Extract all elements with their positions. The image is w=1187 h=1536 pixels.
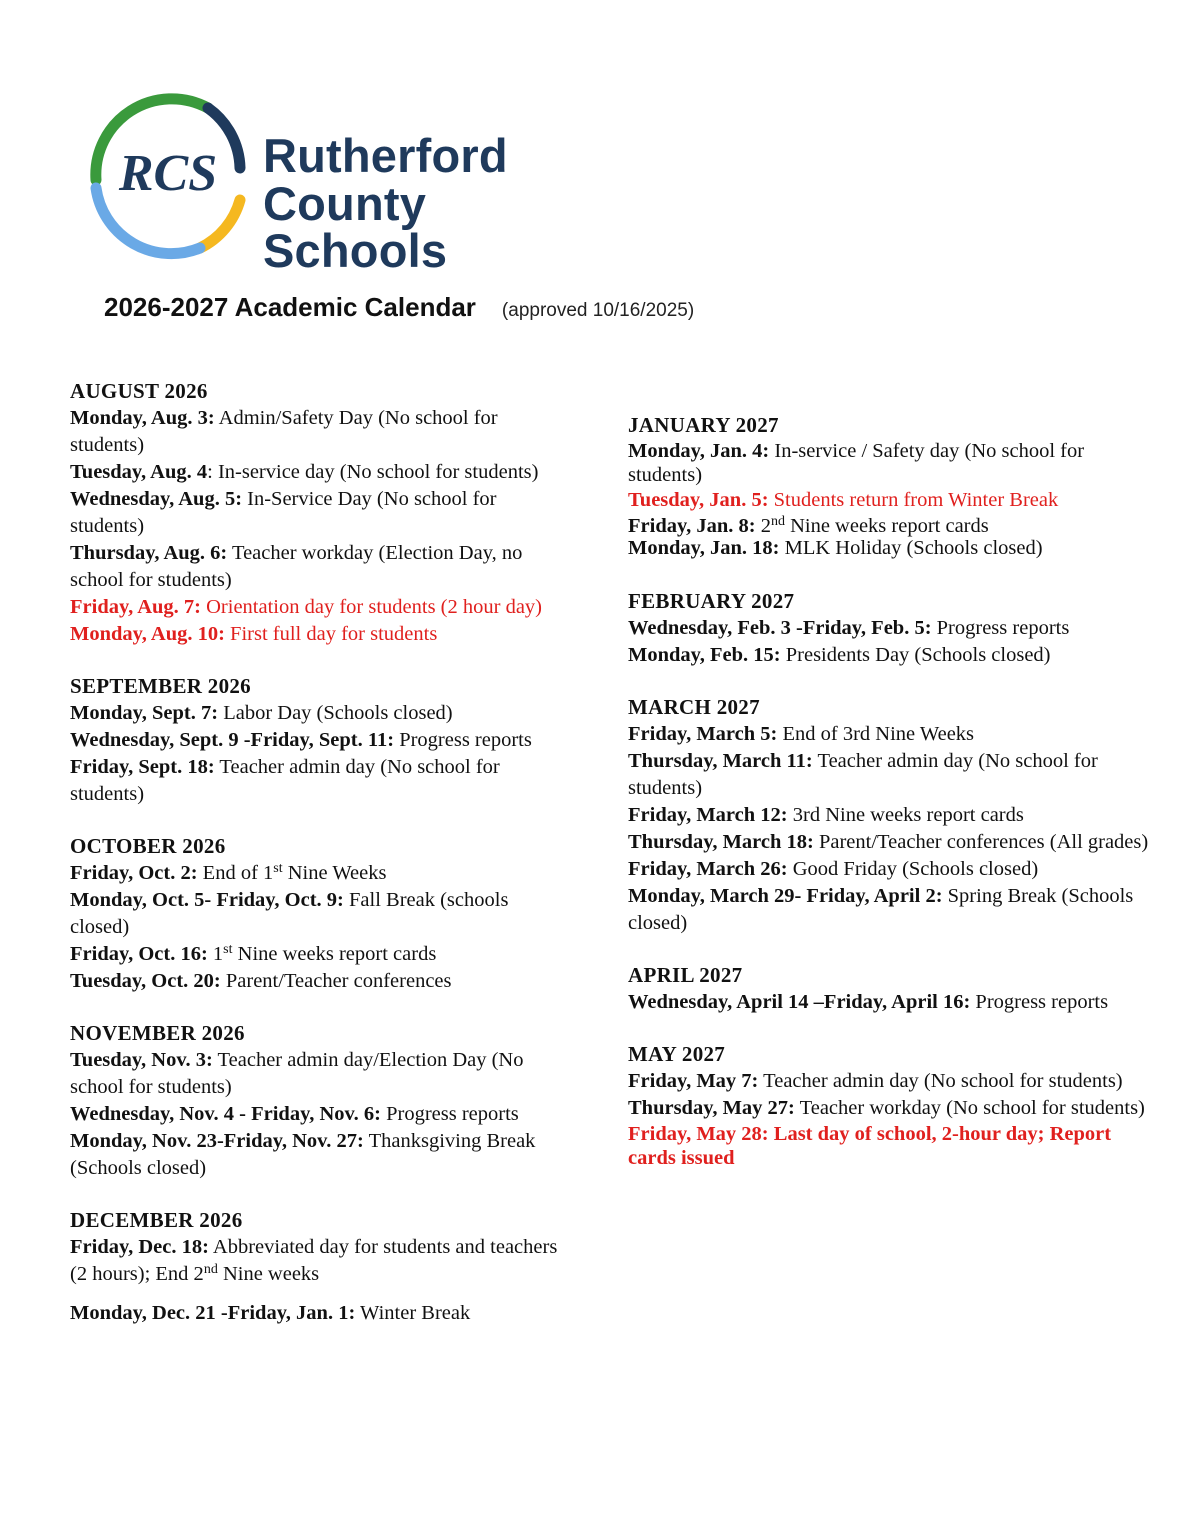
month-may — [628, 1041, 1158, 1170]
entry-text: Parent/Teacher conferences — [220, 970, 452, 992]
entry-text: Labor Day (Schools closed) — [218, 702, 453, 724]
logo-name-line1: Rutherford — [263, 129, 508, 182]
ordinal-suffix: nd — [770, 514, 785, 529]
entry-text: In-Service Day (No school for students) — [70, 488, 497, 537]
calendar-entry — [628, 989, 1158, 1016]
entry-date: Friday, Sept. 18: — [70, 756, 215, 778]
calendar-entry — [70, 1300, 570, 1327]
month-october — [70, 833, 570, 995]
entry-text: End of 3rd Nine Weeks — [777, 723, 975, 745]
entry-text: Progress reports — [931, 617, 1070, 639]
rcs-circle-emblem — [88, 88, 248, 263]
entry-text: Presidents Day (Schools closed) — [780, 644, 1051, 666]
calendar-entry — [628, 829, 1158, 856]
month-heading: APRIL 2027 — [628, 963, 743, 987]
entry-text: Progress reports — [380, 1103, 519, 1125]
entry-date: Tuesday, Aug. 4 — [70, 461, 208, 483]
calendar-entry — [628, 1095, 1158, 1122]
entry-text: Fall Break (schools closed) — [70, 889, 509, 938]
month-november — [70, 1020, 570, 1182]
entry-text: MLK Holiday (Schools closed) — [779, 537, 1043, 559]
calendar-entry — [628, 514, 1158, 538]
month-april — [628, 962, 1158, 1016]
logo-name-line2: County Schools — [263, 177, 448, 277]
month-heading: JANUARY 2027 — [628, 413, 779, 437]
entry-date: Friday, Aug. 7: — [70, 596, 201, 618]
calendar-entry — [70, 486, 570, 540]
calendar-entry — [70, 727, 570, 754]
page-title: 2026-2027 Academic Calendar — [104, 292, 476, 322]
calendar-entry — [628, 538, 1158, 558]
entry-date: Monday, Feb. 15: — [628, 644, 781, 666]
entry-text: Parent/Teacher conferences (All grades) — [813, 831, 1149, 853]
month-december — [70, 1207, 570, 1327]
month-heading: NOVEMBER 2026 — [70, 1021, 245, 1045]
entry-date: Monday, March 29- Friday, April 2: — [628, 885, 943, 907]
month-march — [628, 694, 1158, 937]
entry-date: Monday, Sept. 7: — [70, 702, 219, 724]
entry-text: Spring Break (Schools closed) — [628, 885, 1134, 934]
entry-date: Monday, Jan. 4: — [628, 440, 770, 462]
entry-date: Friday, May 7: — [628, 1070, 759, 1092]
month-heading: DECEMBER 2026 — [70, 1208, 243, 1232]
entry-date: Monday, Nov. 23-Friday, Nov. 27: — [70, 1130, 364, 1152]
entry-date: Tuesday, Nov. 3: — [70, 1049, 213, 1071]
month-heading: MAY 2027 — [628, 1042, 726, 1066]
entry-text: Orientation day for students (2 hour day) — [201, 596, 543, 618]
ordinal-suffix: st — [223, 942, 233, 957]
entry-date: Friday, Oct. 16: — [70, 943, 208, 965]
month-heading: FEBRUARY 2027 — [628, 589, 795, 613]
entry-date: Wednesday, Aug. 5: — [70, 488, 243, 510]
entry-text: Winter Break — [355, 1302, 471, 1324]
entry-text: Thanksgiving Break (Schools closed) — [70, 1130, 536, 1179]
month-heading: SEPTEMBER 2026 — [70, 674, 251, 698]
month-heading: MARCH 2027 — [628, 695, 760, 719]
entry-date: Monday, Dec. 21 -Friday, Jan. 1: — [70, 1302, 356, 1324]
entry-text: Nine Weeks — [282, 862, 387, 884]
calendar-header — [104, 292, 694, 323]
month-heading: AUGUST 2026 — [70, 379, 208, 403]
entry-text: Teacher admin day (No school for students) — [628, 750, 1098, 799]
calendar-entry — [628, 642, 1158, 669]
calendar-entry — [70, 968, 570, 995]
entry-text: Abbreviated day for students and teachers (2 hours); End 2 — [70, 1236, 558, 1285]
entry-date: Monday, Aug. 10: — [70, 623, 225, 645]
calendar-entry-highlight — [70, 594, 570, 621]
entry-text: 2 — [755, 515, 771, 537]
entry-date: Friday, March 26: — [628, 858, 788, 880]
entry-date: Thursday, Aug. 6: — [70, 542, 228, 564]
calendar-entry — [628, 856, 1158, 883]
entry-text: Nine weeks — [217, 1263, 320, 1285]
entry-date: Thursday, March 18: — [628, 831, 814, 853]
entry-date: Friday, Dec. 18: — [70, 1236, 209, 1258]
entry-text: In-service / Safety day (No school for students) — [628, 440, 1085, 486]
entry-date: Thursday, May 27: — [628, 1097, 795, 1119]
entry-text: End of 1 — [197, 862, 274, 884]
calendar-entry-highlight — [628, 1122, 1158, 1170]
entry-text: First full day for students — [224, 623, 438, 645]
entry-text: Teacher admin day (No school for students) — [758, 1070, 1123, 1092]
entry-date: Tuesday, Oct. 20: — [70, 970, 221, 992]
entry-date: Wednesday, April 14 –Friday, April 16: — [628, 991, 971, 1013]
entry-text: Teacher admin day/Election Day (No school for students) — [70, 1049, 524, 1098]
entry-text: Nine weeks report cards — [784, 515, 989, 537]
entry-date: Wednesday, Sept. 9 -Friday, Sept. 11: — [70, 729, 395, 751]
calendar-entry — [70, 1101, 570, 1128]
approval-note: (approved 10/16/2025) — [501, 300, 695, 321]
entry-text: 3rd Nine weeks report cards — [787, 804, 1024, 826]
entry-date: Friday, May 28: — [628, 1123, 769, 1145]
entry-date: Wednesday, Feb. 3 -Friday, Feb. 5: — [628, 617, 932, 639]
month-january — [628, 412, 1158, 558]
calendar-entry — [70, 860, 570, 887]
calendar-entry — [70, 941, 570, 968]
calendar-entry — [70, 1047, 570, 1101]
calendar-entry-highlight — [628, 487, 1158, 514]
entry-text: Students return from Winter Break — [768, 489, 1059, 511]
calendar-entry — [628, 615, 1158, 642]
entry-date: Tuesday, Jan. 5: — [628, 489, 769, 511]
calendar-entry — [70, 459, 570, 486]
calendar-entry — [628, 883, 1158, 937]
month-heading: OCTOBER 2026 — [70, 834, 226, 858]
entry-date: Friday, Jan. 8: — [628, 515, 756, 537]
calendar-entry — [628, 1068, 1158, 1095]
entry-text: Admin/Safety Day (No school for students) — [70, 407, 498, 456]
calendar-entry — [70, 700, 570, 727]
calendar-entry — [628, 439, 1158, 487]
calendar-entry — [70, 887, 570, 941]
entry-date: Wednesday, Nov. 4 - Friday, Nov. 6: — [70, 1103, 381, 1125]
logo-monogram: RCS — [118, 145, 218, 202]
calendar-entry-highlight — [70, 621, 570, 648]
entry-text: Good Friday (Schools closed) — [787, 858, 1039, 880]
entry-text: 1 — [207, 943, 224, 965]
calendar-entry — [628, 802, 1158, 829]
calendar-entry — [70, 1128, 570, 1182]
entry-date: Friday, March 12: — [628, 804, 788, 826]
month-september — [70, 673, 570, 808]
calendar-entry — [628, 748, 1158, 802]
entry-text: : In-service day (No school for students) — [207, 461, 539, 483]
entry-text: Progress reports — [394, 729, 532, 751]
calendar-entry — [628, 721, 1158, 748]
calendar-entry — [70, 540, 570, 594]
entry-date: Thursday, March 11: — [628, 750, 813, 772]
district-logo — [88, 88, 618, 277]
entry-date: Monday, Oct. 5- Friday, Oct. 9: — [70, 889, 344, 911]
ordinal-suffix: st — [273, 861, 283, 876]
calendar-entry — [70, 1234, 570, 1288]
entry-date: Monday, Aug. 3: — [70, 407, 215, 429]
ordinal-suffix: nd — [203, 1262, 218, 1277]
right-column — [628, 412, 1158, 1195]
calendar-entry — [70, 405, 570, 459]
month-august — [70, 378, 570, 648]
entry-text: Progress reports — [970, 991, 1109, 1013]
entry-date: Monday, Jan. 18: — [628, 537, 780, 559]
entry-text: Teacher admin day (No school for students) — [70, 756, 500, 805]
month-february — [628, 588, 1158, 669]
calendar-entry — [70, 754, 570, 808]
entry-text: Teacher workday (Election Day, no school for students) — [70, 542, 523, 591]
entry-text: Teacher workday (No school for students) — [794, 1097, 1145, 1119]
entry-text: Nine weeks report cards — [232, 943, 437, 965]
entry-date: Friday, March 5: — [628, 723, 778, 745]
entry-date: Friday, Oct. 2: — [70, 862, 198, 884]
left-column — [70, 378, 570, 1352]
entry-text: Last day of school, 2-hour day; Report cards issued — [628, 1123, 1112, 1169]
